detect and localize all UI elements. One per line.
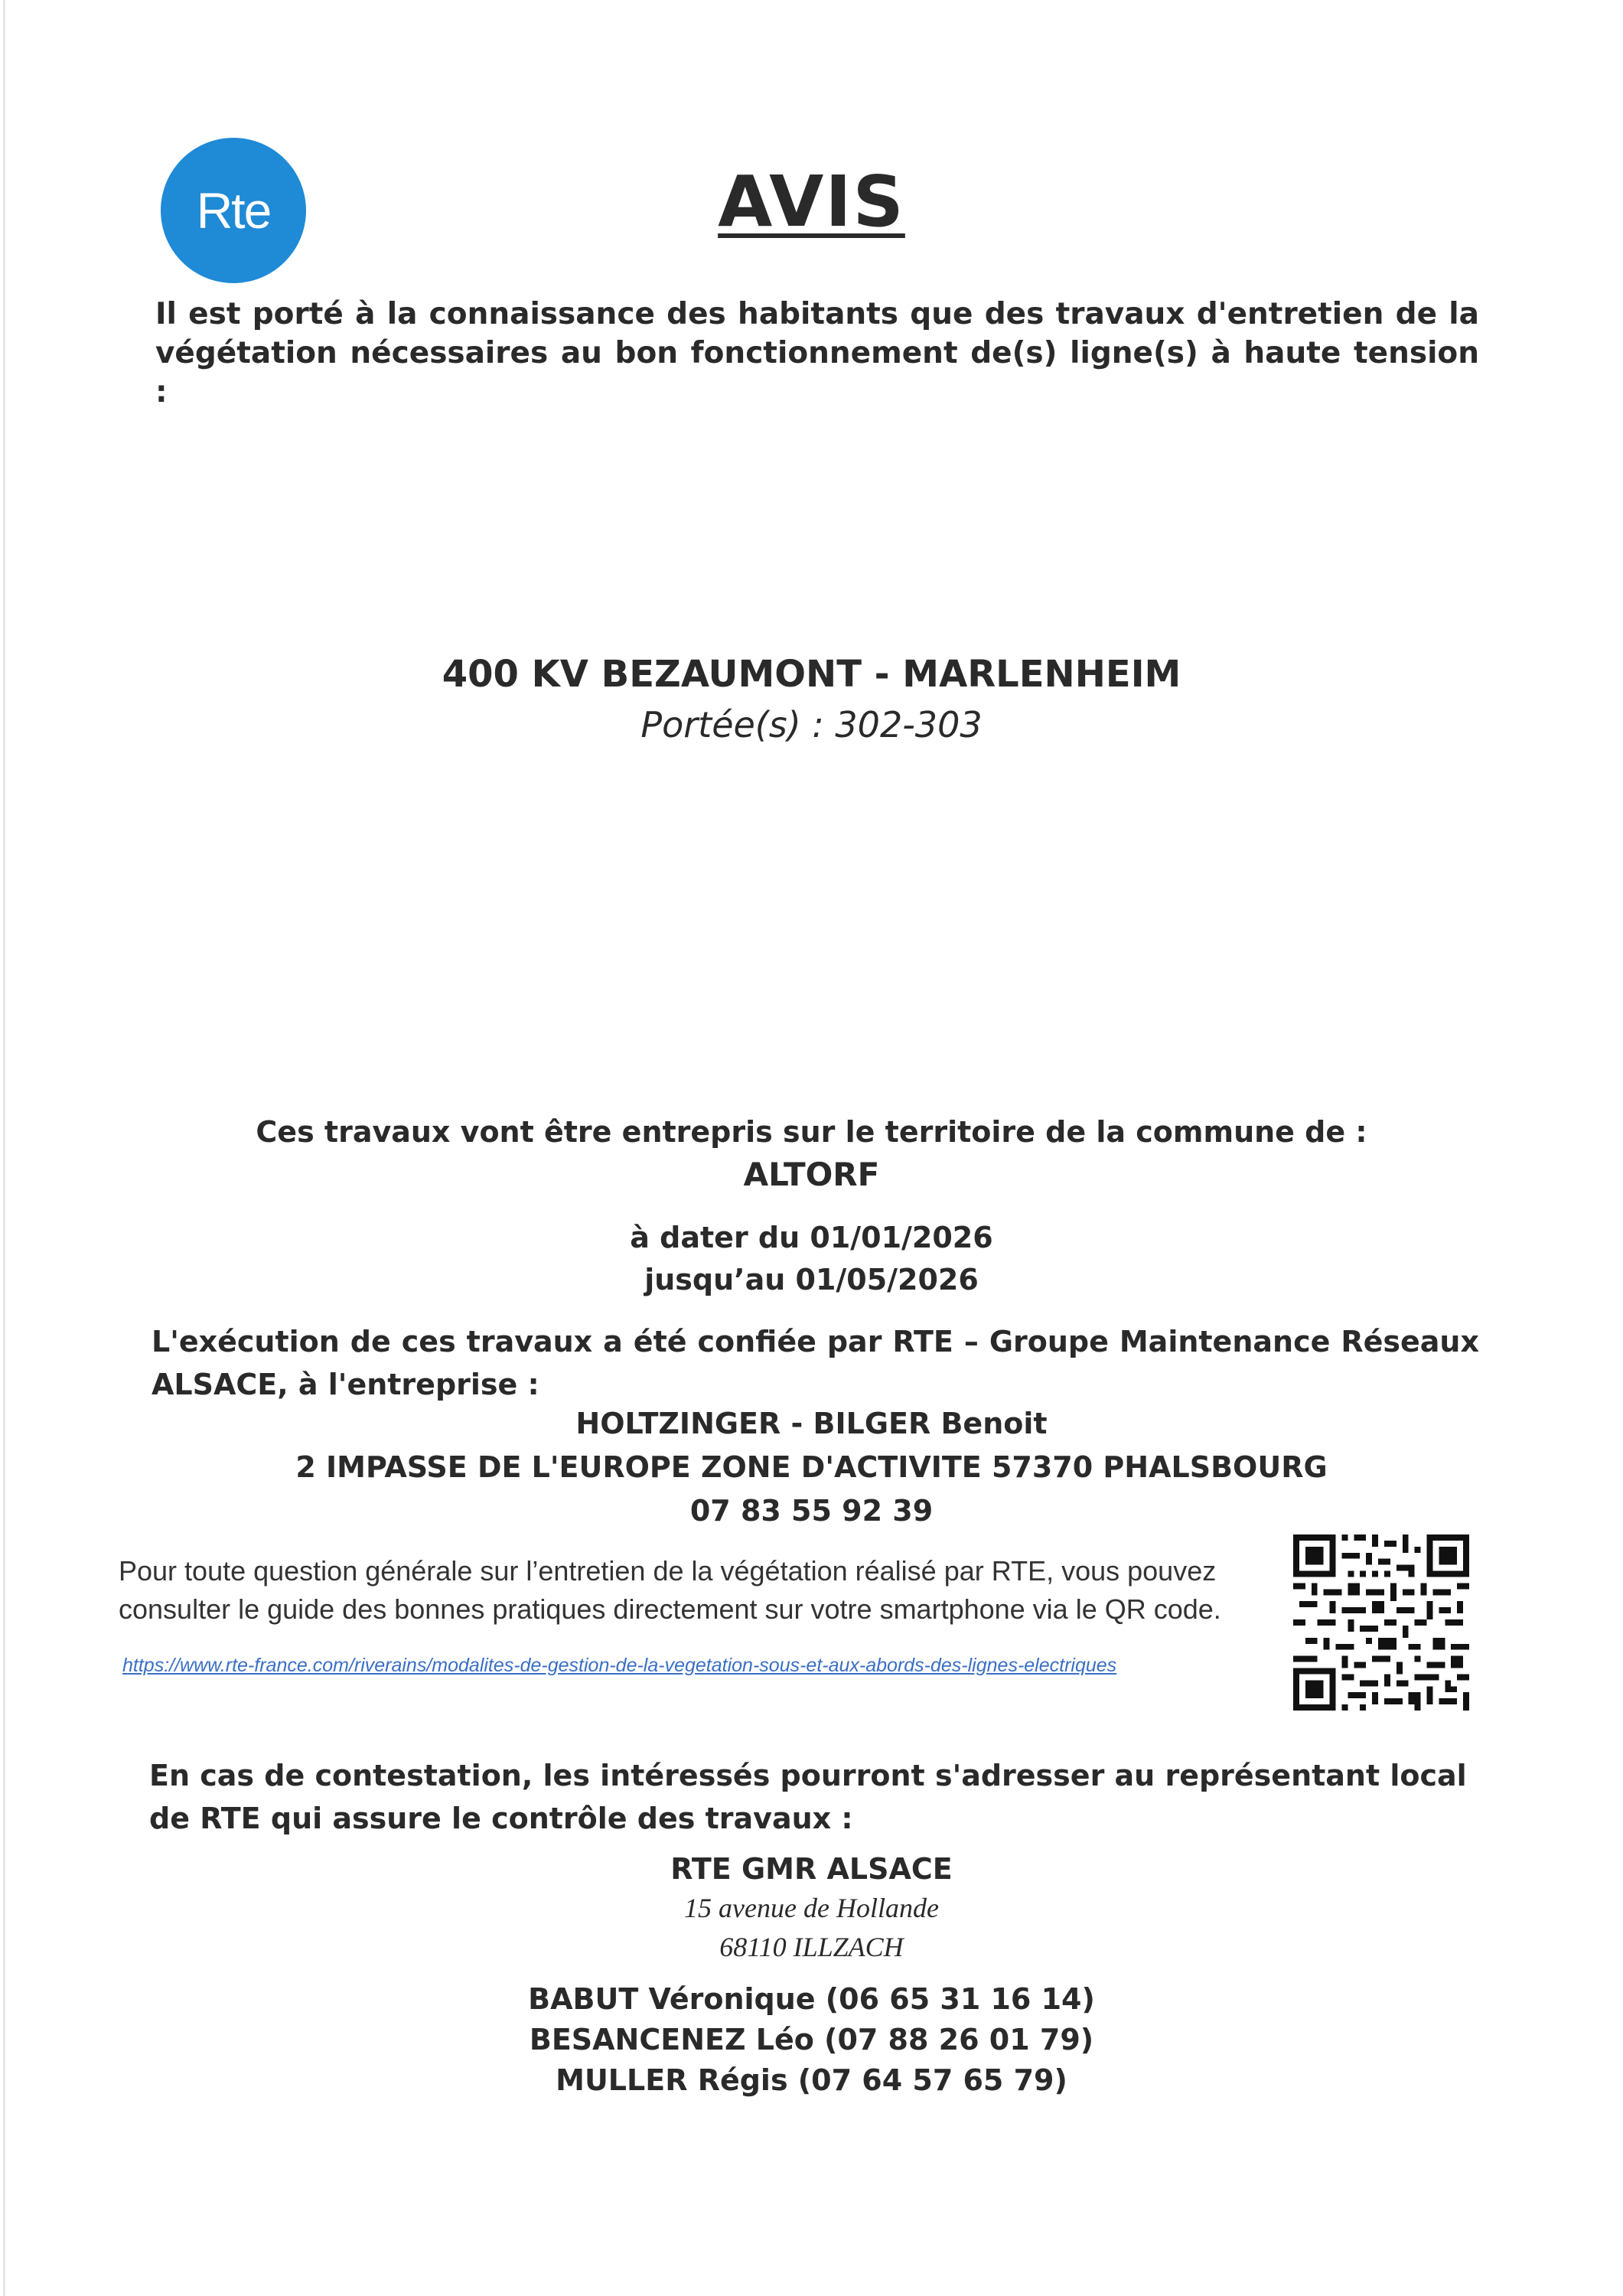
intro-paragraph: Il est porté à la connaissance des habitants que des travaux d'entretien de la végétation nécessaires au bon fonctionnement de(s) ligne(s) à haute tension : bbox=[155, 297, 1479, 409]
date-to: jusqu’au 01/05/2026 bbox=[644, 1263, 979, 1296]
power-line-name: 400 KV BEZAUMONT - MARLENHEIM bbox=[442, 653, 1181, 696]
date-from: à dater du 01/01/2026 bbox=[630, 1221, 993, 1254]
enterprise-address: 2 IMPASSE DE L'EUROPE ZONE D'ACTIVITE 57370 PHALSBOURG bbox=[295, 1450, 1328, 1484]
contestation-paragraph: En cas de contestation, les intéressés pourront s'adresser au représentant local de RTE qui assure le contrôle des travaux : bbox=[149, 1759, 1467, 1835]
office-street: 15 avenue de Hollande bbox=[684, 1893, 939, 1923]
notice-title: AVIS bbox=[718, 161, 905, 243]
guide-link[interactable]: https://www.rte-france.com/riverains/modalites-de-gestion-de-la-vegetation-sous-et-aux-abords-des-lignes-electriques bbox=[122, 1655, 1117, 1676]
commune-intro: Ces travaux vont être entrepris sur le territoire de la commune de : bbox=[256, 1115, 1367, 1149]
office-name: RTE GMR ALSACE bbox=[670, 1852, 953, 1886]
contact-babut: BABUT Véronique (06 65 31 16 14) bbox=[528, 1982, 1095, 2016]
enterprise-phone: 07 83 55 92 39 bbox=[689, 1494, 934, 1528]
execution-paragraph: L'exécution de ces travaux a été confiée par RTE – Groupe Maintenance Réseaux ALSACE, à l'entreprise : bbox=[152, 1325, 1479, 1401]
office-city: 68110 ILLZACH bbox=[719, 1932, 904, 1962]
rte-logo-text: Rte bbox=[196, 182, 271, 239]
qr-code[interactable] bbox=[1293, 1534, 1469, 1711]
power-line-spans: Portée(s) : 302-303 bbox=[640, 704, 983, 745]
guide-paragraph: Pour toute question générale sur l’entretien de la végétation réalisé par RTE, vous pouvez consulter le guide des bonnes pratiques directement sur votre smartphone via le QR code. bbox=[119, 1555, 1221, 1625]
contact-muller: MULLER Régis (07 64 57 65 79) bbox=[556, 2063, 1067, 2097]
contact-besancenez: BESANCENEZ Léo (07 88 26 01 79) bbox=[529, 2023, 1094, 2056]
enterprise-name: HOLTZINGER - BILGER Benoit bbox=[575, 1407, 1048, 1440]
commune-name: ALTORF bbox=[743, 1156, 880, 1193]
